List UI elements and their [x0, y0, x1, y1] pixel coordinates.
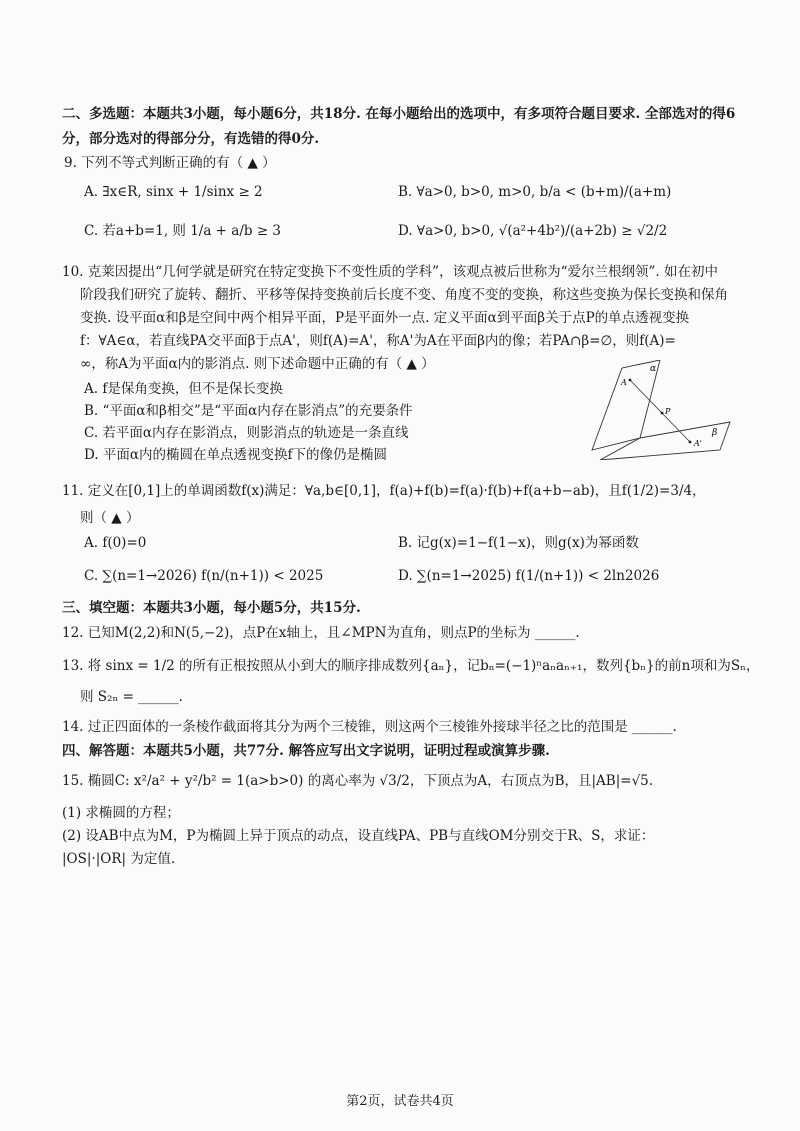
q13-line2: 则 S₂ₙ = ______. — [80, 689, 183, 705]
section4-header: 四、解答题：本题共5小题，共77分. 解答应写出文字说明，证明过程或演算步骤. — [62, 743, 550, 759]
q11-option-a: A. f(0)=0 — [84, 535, 147, 551]
q9-stem: 9. 下列不等式判断正确的有（ ▲ ） — [64, 155, 276, 171]
q15-line1: 15. 椭圆C: x²/a² + y²/b² = 1(a>b>0) 的离心率为 √3/2，下顶点为A，右顶点为B，且|AB|=√5. — [62, 773, 654, 789]
q10-line-2: 阶段我们研究了旋转、翻折、平移等保持变换前后长度不变、角度不变的变换，称这些变换为保长变换和保角 — [80, 287, 728, 303]
q11-stem2: 则（ ▲ ） — [80, 510, 140, 526]
q10-line-4: f：∀A∈α，若直线PA交平面β于点A'，则f(A)=A'，称A'为A在平面β内的像；若PA∩β=∅，则f(A)= — [80, 333, 676, 349]
q10-line-3: 变换. 设平面α和β是空间中两个相异平面，P是平面外一点. 定义平面α到平面β关于点P的单点透视变换 — [80, 310, 690, 326]
q15-line2: (1) 求椭圆的方程； — [62, 805, 180, 821]
page-footer: 第2页，试卷共4页 — [346, 1094, 454, 1109]
q11-stem: 11. 定义在[0,1]上的单调函数f(x)满足：∀a,b∈[0,1]，f(a)+f(b)=f(a)·f(b)+f(a+b−ab)，且f(1/2)=3/4， — [62, 483, 706, 499]
label-beta: β — [712, 428, 718, 438]
q13-line1: 13. 将 sinx = 1/2 的所有正根按照从小到大的顺序排成数列{aₙ}，记bₙ=(−1)ⁿaₙaₙ₊₁，数列{bₙ}的前n项和为Sₙ， — [62, 658, 760, 674]
q11-option-d: D. ∑(n=1→2025) f(1/(n+1)) < 2ln2026 — [398, 568, 660, 584]
label-p: P — [665, 407, 671, 416]
q10-option-b: B. “平面α和β相交”是“平面α内存在影消点”的充要条件 — [84, 403, 413, 419]
label-a: A — [621, 378, 627, 387]
section3-header: 三、填空题：本题共3小题，每小题5分，共15分. — [62, 600, 361, 616]
line-pa — [630, 380, 690, 442]
plane-beta — [600, 422, 730, 460]
point-aprime — [689, 441, 692, 444]
q15-line3: (2) 设AB中点为M，P为椭圆上异于顶点的动点，设直线PA、PB与直线OM分别交于R、S，求证： — [62, 828, 655, 844]
point-a — [629, 379, 632, 382]
q10-option-c: C. 若平面α内存在影消点，则影消点的轨迹是一条直线 — [84, 425, 409, 441]
section2-header-line2: 分，部分选对的得部分分，有选错的得0分. — [62, 131, 320, 147]
q9-option-d: D. ∀a>0, b>0, √(a²+4b²)/(a+2b) ≥ √2/2 — [398, 223, 668, 239]
q10-line-5: ∞，称A为平面α内的影消点. 则下述命题中正确的有（ ▲ ） — [80, 356, 435, 372]
perspective-figure — [580, 360, 740, 460]
point-p — [661, 412, 664, 415]
q9-option-b: B. ∀a>0, b>0, m>0, b/a < (b+m)/(a+m) — [398, 184, 672, 200]
section2-header-line1: 二、多选题：本题共3小题，每小题6分，共18分. 在每小题给出的选项中，有多项符合题目要求. 全部选对的得6 — [62, 106, 736, 122]
label-alpha: α — [650, 364, 657, 374]
q11-option-c: C. ∑(n=1→2026) f(n/(n+1)) < 2025 — [84, 568, 324, 584]
q11-option-b: B. 记g(x)=1−f(1−x)，则g(x)为幂函数 — [398, 535, 639, 551]
q9-option-c: C. 若a+b=1, 则 1/a + a/b ≥ 3 — [84, 223, 282, 239]
q14-text: 14. 过正四面体的一条棱作截面将其分为两个三棱锥，则这两个三棱锥外接球半径之比的范围是 ______. — [62, 719, 677, 735]
q9-option-a: A. ∃x∈R, sinx + 1/sinx ≥ 2 — [84, 184, 263, 200]
q15-line4: |OS|·|OR| 为定值. — [62, 851, 176, 867]
q12-text: 12. 已知M(2,2)和N(5,−2)，点P在x轴上，且∠MPN为直角，则点P的坐标为 ______. — [62, 625, 580, 641]
q10-option-d: D. 平面α内的椭圆在单点透视变换f下的像仍是椭圆 — [84, 447, 388, 463]
q10-line-1: 10. 克莱因提出“几何学就是研究在特定变换下不变性质的学科”，该观点被后世称为“爱尔兰根纲领”. 如在初中 — [62, 264, 718, 280]
q10-option-a: A. f是保角变换，但不是保长变换 — [84, 381, 283, 397]
label-aprime: A' — [694, 439, 702, 448]
